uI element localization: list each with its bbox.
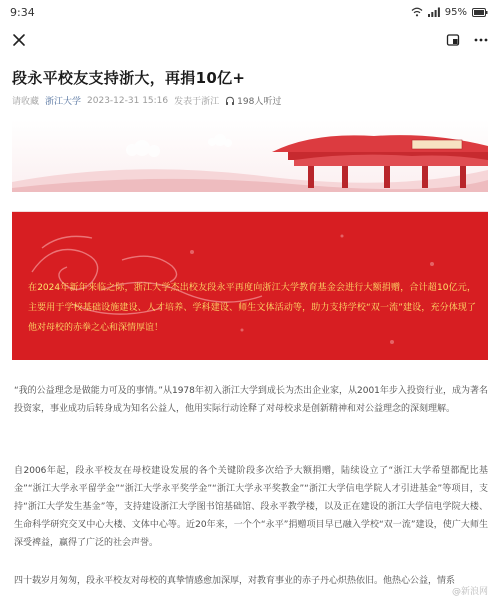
paragraph-3: 四十载岁月匆匆，段永平校友对母校的真挚情感愈加深厚，对教育事业的赤子丹心炽热依旧。他热心公益，情系 [14, 576, 456, 586]
watermark: @新浪网 [451, 587, 488, 597]
meta-author-link[interactable]: 浙江大学 [45, 97, 82, 107]
paragraph-2: 自2006年起，段永平校友在母校建设发展的各个关键阶段多次给予大额捐赠，陆续设立了“浙江大学希望都配比基金”“浙江大学永平留学金”“浙江大学永平奖学金”“浙江大学永平奖教金”“浙江大学信电学院人才引进基金”等项目，支持“浙江大学发生基金”等，支持建设浙江大学图书馆基础馆、段永平教学楼，以及正在建设的浙江大学信电学院大楼、生命科学研究交叉中心大楼、文体中心等。近20年来，一个个“永平”捐赠项目早已融入学校“双一流”建设，使广大师生深受裨益，赢得了广泛的社会声誉。 [14, 466, 488, 548]
listen-count: 198人听过 [237, 97, 282, 107]
article-meta [12, 94, 281, 107]
status-icons [411, 7, 488, 18]
campus-gate-illustration [12, 120, 488, 192]
close-icon[interactable] [12, 33, 26, 47]
headphones-icon [225, 96, 235, 106]
highlight-panel [12, 212, 488, 360]
top-nav [0, 26, 500, 54]
banner-divider [12, 192, 488, 212]
status-bar [0, 0, 500, 24]
status-time: 9:34 [10, 5, 35, 19]
paragraph-1: “我的公益理念是做能力可及的事情。”从1978年初入浙江大学到成长为杰出企业家，从2001年步入投资行业，成为著名投资家，事业成功后转身成为知名公益人，他用实际行动诠释了对母校求是创新精神和对公益理念的深刻理解。 [14, 386, 488, 414]
meta-date: 2023-12-31 15:16 [87, 95, 169, 106]
listen-button[interactable] [225, 94, 281, 107]
meta-location: 发表于浙江 [174, 97, 220, 107]
banner-image [12, 120, 488, 192]
article-title: 段永平校友支持浙大，再捐10亿+ [12, 69, 246, 87]
nav-actions [446, 33, 488, 47]
more-options-icon[interactable] [474, 33, 488, 47]
battery-icon [472, 8, 488, 17]
floating-window-icon[interactable] [446, 33, 460, 47]
highlight-text: 在2024年新年来临之际，浙江大学杰出校友段永平再度向浙江大学教育基金会进行大额捐赠，合计超10亿元，主要用于学校基础设施建设、人才培养、学科建设、师生文体活动等，助力支持学校“双一流”建设，充分体现了他对母校的赤拳之心和深情厚谊！ [28, 283, 476, 333]
signal-icon [428, 7, 440, 17]
wifi-icon [411, 7, 423, 17]
meta-source: 请收藏 [12, 97, 40, 107]
battery-level: 95% [444, 6, 467, 18]
